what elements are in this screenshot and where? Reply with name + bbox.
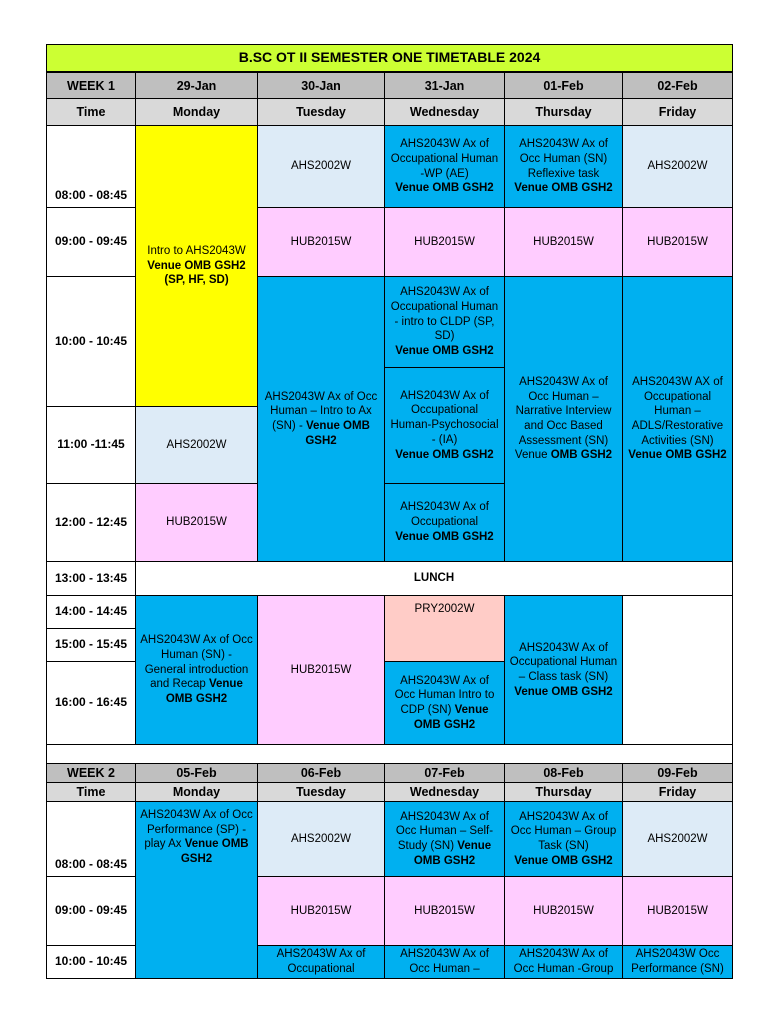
week1-date-wed: 31-Jan xyxy=(384,72,505,99)
week1-day-fri: Friday xyxy=(622,98,733,126)
week2-date-fri: 09-Feb xyxy=(622,763,733,783)
session-venue: Venue OMB GSH2 xyxy=(514,182,613,195)
week2-day-fri: Friday xyxy=(622,782,733,802)
week2-wed-1000-session: AHS2043W Ax of Occ Human – xyxy=(384,945,505,979)
week2-date-thu: 08-Feb xyxy=(504,763,623,783)
session-venue: Venue OMB GSH2 xyxy=(395,182,494,195)
week1-wed-1100-session xyxy=(384,367,505,484)
week1-thu-0900-session: HUB2015W xyxy=(504,207,623,277)
session-text: Intro to AHS2043W xyxy=(147,244,246,257)
week2-fri-0900-session: HUB2015W xyxy=(622,876,733,946)
session-venue: Venue OMB GSH2 xyxy=(413,704,489,731)
week1-tue-pm-session: HUB2015W xyxy=(257,595,385,745)
session-text: AHS2043W Ax of Occ Human – Intro to Ax (SN) - xyxy=(264,390,378,432)
session-text: AHS2043W Ax of Occ Performance (SP) - play Ax xyxy=(140,809,253,851)
week2-time-0900: 09:00 - 09:45 xyxy=(46,876,136,946)
session-text: AHS2043W Ax of Occupational Human-Psychosocial - (IA) xyxy=(390,389,499,446)
week1-date-mon: 29-Jan xyxy=(135,72,258,99)
week1-mon-1200-session: HUB2015W xyxy=(135,483,258,562)
week2-date-tue: 06-Feb xyxy=(257,763,385,783)
week1-tue-0900-session: HUB2015W xyxy=(257,207,385,277)
week1-time-1100: 11:00 -11:45 xyxy=(46,406,136,484)
week1-tue-1000-session xyxy=(257,276,385,562)
week1-label: WEEK 1 xyxy=(46,72,136,99)
session-venue: Venue OMB GSH2 xyxy=(305,420,370,447)
week2-fri-0800-session: AHS2002W xyxy=(622,801,733,877)
week1-thu-0800-session xyxy=(504,125,623,208)
week2-wed-0800-session xyxy=(384,801,505,877)
session-venue: Venue OMB GSH2 xyxy=(514,854,613,867)
week2-wed-0900-session: HUB2015W xyxy=(384,876,505,946)
session-text: AHS2043W Ax of Occ Human (SN) Reflexive task xyxy=(519,138,608,180)
week1-day-thu: Thursday xyxy=(504,98,623,126)
week1-wed-1200-session xyxy=(384,483,505,562)
week2-tue-1000-session: AHS2043W Ax of Occupational xyxy=(257,945,385,979)
week1-day-tue: Tuesday xyxy=(257,98,385,126)
session-venue: Venue OMB GSH2 xyxy=(165,678,243,706)
week1-time-1000: 10:00 - 10:45 xyxy=(46,276,136,407)
week2-thu-0900-session: HUB2015W xyxy=(504,876,623,946)
week1-time-1200: 12:00 - 12:45 xyxy=(46,483,136,562)
week1-mon-pm-session xyxy=(135,595,258,745)
week1-wed-0900-session: HUB2015W xyxy=(384,207,505,277)
week2-day-tue: Tuesday xyxy=(257,782,385,802)
week1-fri-pm-empty xyxy=(622,595,733,745)
week2-mon-0800-session xyxy=(135,801,258,979)
week1-day-mon: Monday xyxy=(135,98,258,126)
week1-fri-1000-session xyxy=(622,276,733,562)
session-venue: Venue OMB GSH2 xyxy=(395,530,494,543)
session-text: AHS2043W Ax of Occ Human – Group Task (SN) xyxy=(510,810,617,852)
week2-fri-1000-session: AHS2043W Occ Performance (SN) xyxy=(622,945,733,979)
session-venue: Venue OMB GSH2 xyxy=(180,838,249,866)
session-venue: Venue OMB GSH2 xyxy=(395,448,494,461)
session-staff: (SP, HF, SD) xyxy=(164,274,229,287)
session-text: AHS2043W Ax of Occupational Human – Class task (SN) xyxy=(509,641,618,683)
session-text: AHS2043W Ax of Occ Human (SN) - General introduction and Recap xyxy=(140,634,253,691)
week2-day-mon: Monday xyxy=(135,782,258,802)
session-text: AHS2043W Ax of Occ Human Intro to CDP (SN) xyxy=(394,674,495,716)
week2-tue-0800-session: AHS2002W xyxy=(257,801,385,877)
week2-day-wed: Wednesday xyxy=(384,782,505,802)
week1-wed-0800-session xyxy=(384,125,505,208)
session-venue: Venue OMB GSH2 xyxy=(147,259,246,272)
session-venue: Venue OMB GSH2 xyxy=(413,840,492,867)
week2-date-mon: 05-Feb xyxy=(135,763,258,783)
session-venue: Venue OMB GSH2 xyxy=(395,345,494,358)
week1-time-0800: 08:00 - 08:45 xyxy=(46,125,136,208)
session-venue: OMB GSH2 xyxy=(550,449,613,462)
week2-time-1000: 10:00 - 10:45 xyxy=(46,945,136,979)
session-text: AHS2043W Ax of Occ Human – Self-Study (SN) xyxy=(395,810,494,852)
week1-date-fri: 02-Feb xyxy=(622,72,733,99)
week1-time-0900: 09:00 - 09:45 xyxy=(46,207,136,277)
week1-date-thu: 01-Feb xyxy=(504,72,623,99)
week1-fri-0800-session: AHS2002W xyxy=(622,125,733,208)
week1-fri-0900-session: HUB2015W xyxy=(622,207,733,277)
session-venue: Venue OMB GSH2 xyxy=(514,685,613,698)
week1-thu-1000-session xyxy=(504,276,623,562)
week2-thu-0800-session xyxy=(504,801,623,877)
week1-date-tue: 30-Jan xyxy=(257,72,385,99)
week2-day-thu: Thursday xyxy=(504,782,623,802)
week2-time-header: Time xyxy=(46,782,136,802)
week2-tue-0900-session: HUB2015W xyxy=(257,876,385,946)
timetable-title: B.SC OT II SEMESTER ONE TIMETABLE 2024 xyxy=(46,44,733,72)
session-text: AHS2043W Ax of Occupational Human - intro to CLDP (SP, SD) xyxy=(390,286,499,343)
week2-thu-1000-session: AHS2043W Ax of Occ Human -Group xyxy=(504,945,623,979)
week1-time-1500: 15:00 - 15:45 xyxy=(46,628,136,662)
week1-mon-intro-session xyxy=(135,125,258,407)
week1-wed-1000-session xyxy=(384,276,505,368)
week2-time-0800: 08:00 - 08:45 xyxy=(46,801,136,877)
week1-time-1400: 14:00 - 14:45 xyxy=(46,595,136,629)
week1-mon-1100-session: AHS2002W xyxy=(135,406,258,484)
week1-time-1300: 13:00 - 13:45 xyxy=(46,561,136,596)
week1-thu-pm-session xyxy=(504,595,623,745)
week1-time-1600: 16:00 - 16:45 xyxy=(46,661,136,745)
session-text: AHS2043W Ax of Occupational xyxy=(400,501,489,529)
session-text: AHS2043W Ax of Occ Human – Narrative Interview and Occ Based Assessment (SN) Venue xyxy=(514,375,612,462)
week-spacer-row xyxy=(46,744,733,764)
week2-date-wed: 07-Feb xyxy=(384,763,505,783)
week1-day-wed: Wednesday xyxy=(384,98,505,126)
session-text: AHS2043W Ax of Occupational Human -WP (AE) xyxy=(390,138,499,180)
week1-wed-1400-session: PRY2002W xyxy=(384,595,505,662)
week2-label: WEEK 2 xyxy=(46,763,136,783)
week1-wed-1600-session xyxy=(384,661,505,745)
session-text: AHS2043W AX of Occupational Human – ADLS/Restorative Activities (SN) xyxy=(631,375,724,447)
week1-lunch-row: LUNCH xyxy=(135,561,733,596)
week1-tue-0800-session: AHS2002W xyxy=(257,125,385,208)
session-venue: Venue OMB GSH2 xyxy=(628,449,727,462)
week1-time-header: Time xyxy=(46,98,136,126)
